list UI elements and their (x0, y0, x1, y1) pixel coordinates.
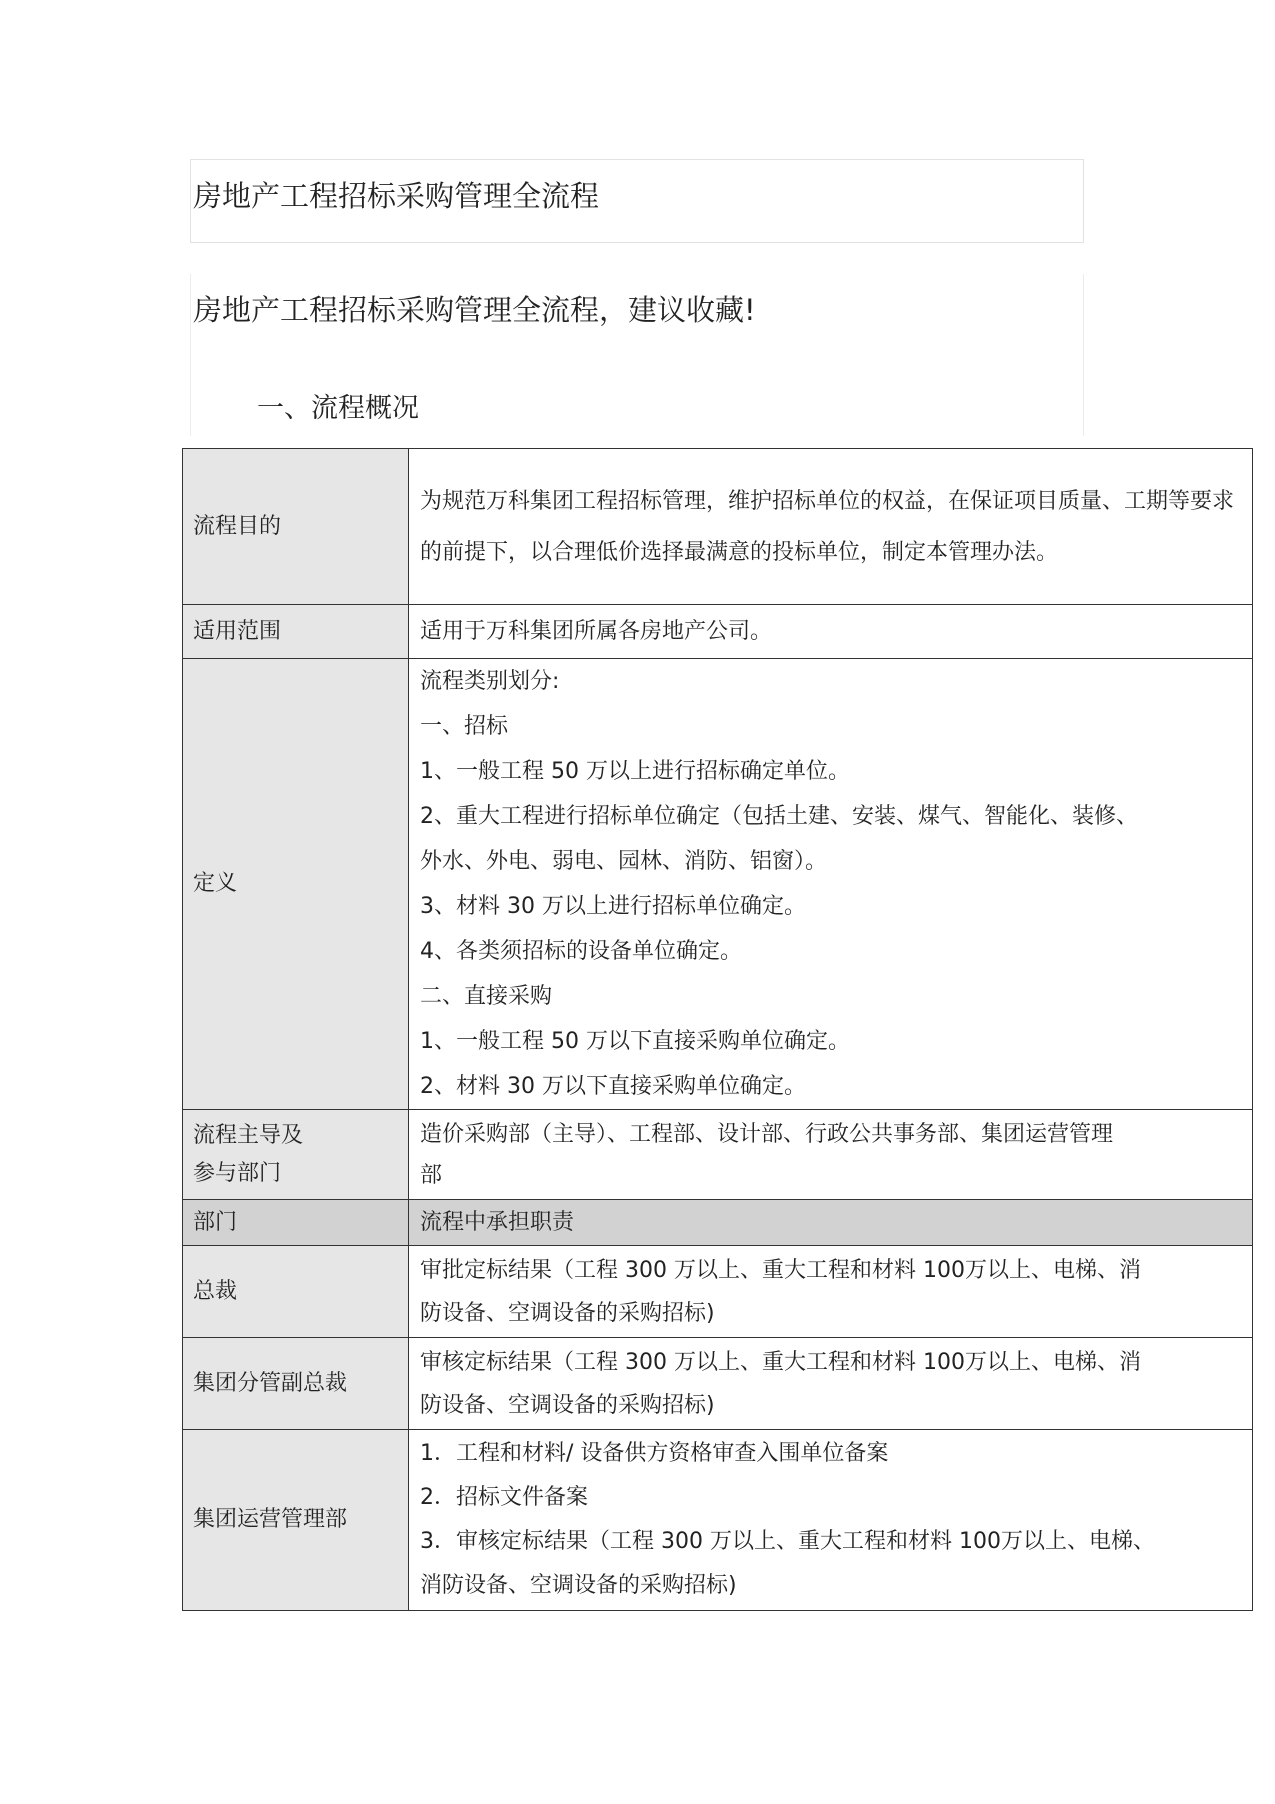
table-row-scope (183, 605, 1253, 659)
document-title: 房地产工程招标采购管理全流程 (193, 179, 600, 213)
table-row-purpose (183, 449, 1253, 605)
departments-line: 部 (420, 1162, 443, 1188)
definition-line: 2、重大工程进行招标单位确定（包括土建、安装、煤气、智能化、装修、 (420, 804, 1138, 829)
purpose-label: 流程目的 (193, 513, 282, 539)
departments-label (183, 1117, 408, 1193)
table-row-definition (183, 659, 1253, 1110)
table-row-ops (183, 1430, 1253, 1611)
departments-text (409, 1114, 1252, 1196)
purpose-text: 为规范万科集团工程招标管理，维护招标单位的权益，在保证项目质量、工期等要求的前提下，以合理低价选择最满意的投标单位，制定本管理办法。 (420, 488, 1235, 565)
ceo-text (409, 1249, 1252, 1335)
article-title: 房地产工程招标采购管理全流程，建议收藏! (193, 293, 756, 327)
ceo-line: 审批定标结果（工程 300 万以上、重大工程和材料 100万以上、电梯、消 (420, 1257, 1141, 1283)
departments-label-line: 流程主导及 (193, 1122, 304, 1148)
article-box (190, 274, 1084, 436)
table-row-departments (183, 1110, 1253, 1200)
process-table (182, 448, 1253, 1611)
table-header-row (183, 1200, 1253, 1246)
vp-line: 防设备、空调设备的采购招标) (420, 1392, 715, 1418)
definition-line: 二、直接采购 (420, 984, 553, 1009)
table-row-vp (183, 1338, 1253, 1430)
ops-line: 消防设备、空调设备的采购招标) (420, 1573, 737, 1598)
departments-label-line: 参与部门 (193, 1160, 282, 1186)
vp-label: 集团分管副总裁 (193, 1370, 348, 1396)
definition-line: 1、一般工程 50 万以上进行招标确定单位。 (420, 759, 850, 784)
definition-line: 一、招标 (420, 714, 509, 739)
definition-line: 流程类别划分: (420, 669, 560, 694)
ops-line: 3．审核定标结果（工程 300 万以上、重大工程和材料 100万以上、电梯、 (420, 1529, 1155, 1554)
ops-line: 1．工程和材料/ 设备供方资格审查入围单位备案 (420, 1441, 889, 1466)
ceo-line: 防设备、空调设备的采购招标) (420, 1300, 715, 1326)
ops-line: 2．招标文件备案 (420, 1485, 588, 1510)
definition-line: 2、材料 30 万以下直接采购单位确定。 (420, 1074, 806, 1099)
definition-content (409, 659, 1252, 1109)
scope-text: 适用于万科集团所属各房地产公司。 (420, 618, 773, 644)
definition-line: 3、材料 30 万以上进行招标单位确定。 (420, 894, 806, 919)
vp-text (409, 1341, 1252, 1427)
header-department: 部门 (193, 1209, 238, 1235)
ops-text (409, 1432, 1252, 1608)
ops-label: 集团运营管理部 (193, 1507, 348, 1532)
section-heading: 一、流程概况 (257, 393, 419, 424)
scope-label: 适用范围 (193, 618, 282, 644)
definition-line: 外水、外电、弱电、园林、消防、铝窗）。 (420, 849, 828, 874)
document-title-box (190, 159, 1084, 243)
definition-label: 定义 (193, 871, 238, 896)
ceo-label: 总裁 (193, 1278, 238, 1304)
header-responsibility: 流程中承担职责 (420, 1209, 575, 1235)
departments-line: 造价采购部（主导）、工程部、设计部、行政公共事务部、集团运营管理 (420, 1121, 1114, 1147)
vp-line: 审核定标结果（工程 300 万以上、重大工程和材料 100万以上、电梯、消 (420, 1349, 1141, 1375)
definition-line: 4、各类须招标的设备单位确定。 (420, 939, 742, 964)
table-row-ceo (183, 1246, 1253, 1338)
definition-line: 1、一般工程 50 万以下直接采购单位确定。 (420, 1029, 850, 1054)
